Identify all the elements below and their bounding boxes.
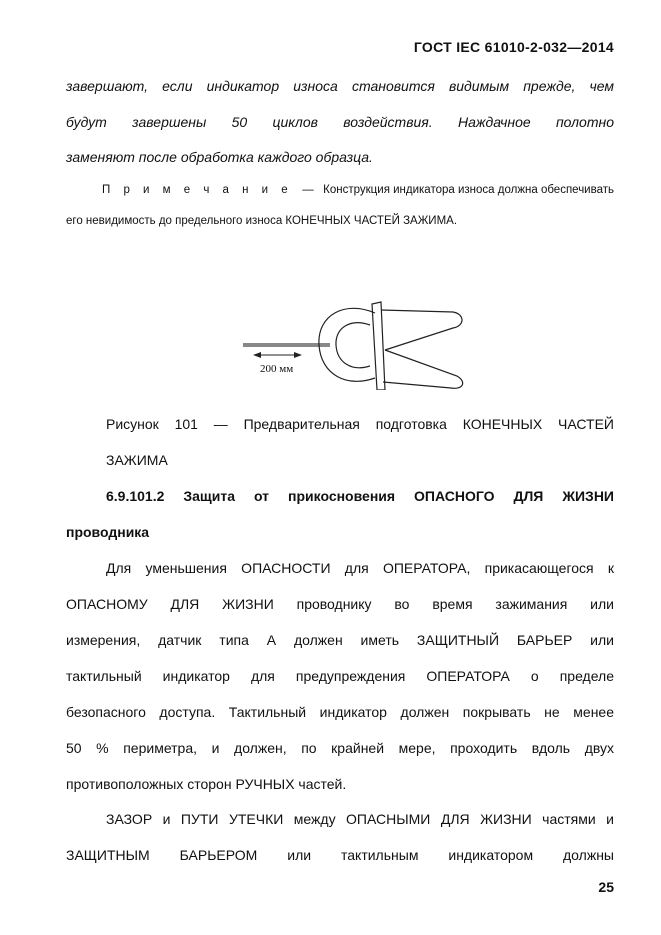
paragraph-line: будут завершены 50 циклов воздействия. Наждачное полотно (66, 114, 614, 130)
paragraph-line: ЗАЩИТНЫМ БАРЬЕРОМ или тактильным индикатором должны (66, 847, 614, 863)
note-line-2: его невидимость до предельного износа КОНЕЧНЫХ ЧАСТЕЙ ЗАЖИМА. (66, 215, 458, 227)
arrow-left-icon (253, 352, 261, 358)
paragraph-line: заменяют после обработка каждого образца. (66, 149, 373, 165)
note-text: Конструкция индикатора износа должна обеспечивать (323, 184, 614, 196)
note-dash: — (302, 184, 314, 196)
clamp-jaws (319, 302, 463, 390)
paragraph-line: измерения, датчик типа А должен иметь ЗАЩИТНЫЙ БАРЬЕР или (66, 632, 614, 648)
section-heading-continued: проводника (66, 524, 150, 540)
arrow-right-icon (294, 352, 302, 358)
document-number-header: ГОСТ IEC 61010-2-032—2014 (413, 39, 614, 55)
paragraph-line: завершают, если индикатор износа становится видимым прежде, чем (66, 78, 614, 94)
paragraph-line: безопасного доступа. Тактильный индикатор должен покрывать не менее (66, 704, 614, 720)
figure-caption-continued: ЗАЖИМА (106, 452, 168, 468)
paragraph-line: Для уменьшения ОПАСНОСТИ для ОПЕРАТОРА, прикасающегося к (106, 560, 614, 576)
dimension-label: 200 мм (260, 363, 294, 375)
page-number: 25 (598, 879, 614, 895)
figure-caption: Рисунок 101 — Предварительная подготовка КОНЕЧНЫХ ЧАСТЕЙ (106, 416, 614, 432)
section-heading: 6.9.101.2 Защита от прикосновения ОПАСНОГО ДЛЯ ЖИЗНИ (106, 488, 614, 504)
paragraph-line: тактильный индикатор для предупреждения ОПЕРАТОРА о пределе (66, 668, 614, 684)
note-label: П р и м е ч а н и е (102, 184, 293, 196)
paragraph-line: ЗАЗОР и ПУТИ УТЕЧКИ между ОПАСНЫМИ ДЛЯ ЖИЗНИ частями и (106, 811, 614, 827)
clamp-figure (235, 290, 475, 390)
note-line-1 (102, 184, 614, 196)
paragraph-line: противоположных сторон РУЧНЫХ частей. (66, 776, 347, 792)
paragraph-line: 50 % периметра, и должен, по крайней мере, проходить вдоль двух (66, 740, 614, 756)
paragraph-line: ОПАСНОМУ ДЛЯ ЖИЗНИ проводнику во время зажимания или (66, 596, 614, 612)
